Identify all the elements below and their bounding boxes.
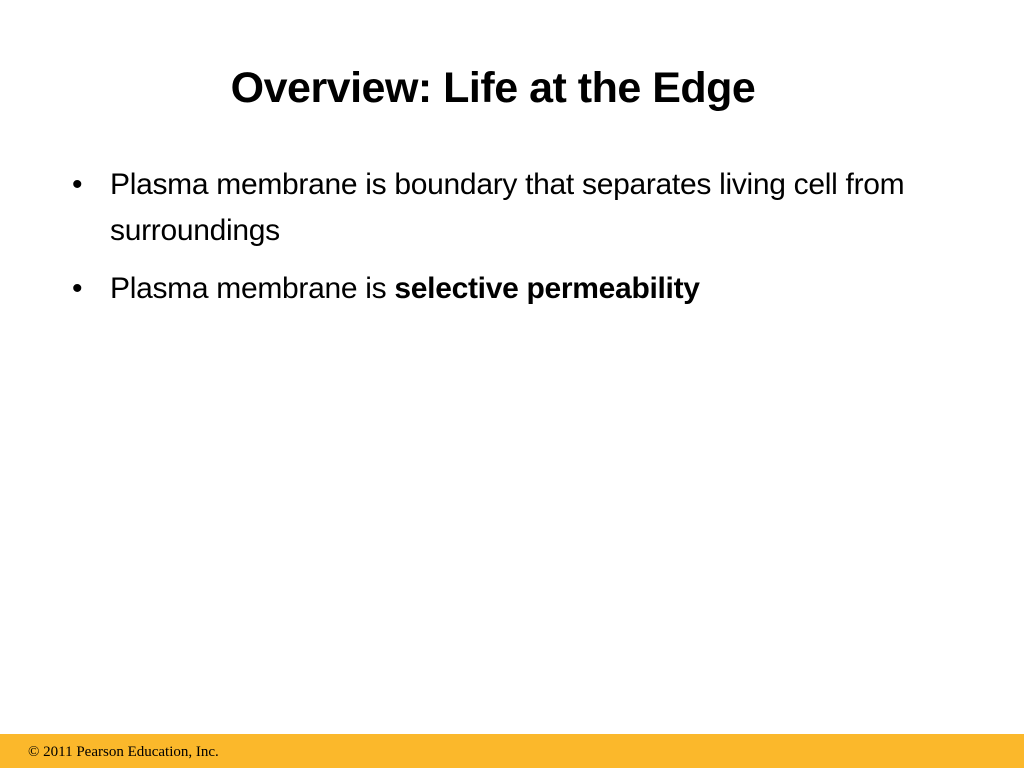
slide-title: Overview: Life at the Edge [230,64,756,112]
bullet-item [72,266,962,312]
bullet-list [72,162,962,324]
bold-term: selective permeability [394,272,700,305]
bullet-marker: • [72,272,83,305]
copyright-notice: © 2011 Pearson Education, Inc. [28,744,219,760]
footer-bar [0,734,1024,768]
bullet-item [72,162,962,254]
bullet-text: Plasma membrane is [110,272,395,305]
bullet-text: Plasma membrane is boundary that separates living cell from surroundings [110,168,905,247]
bullet-marker: • [72,168,83,201]
